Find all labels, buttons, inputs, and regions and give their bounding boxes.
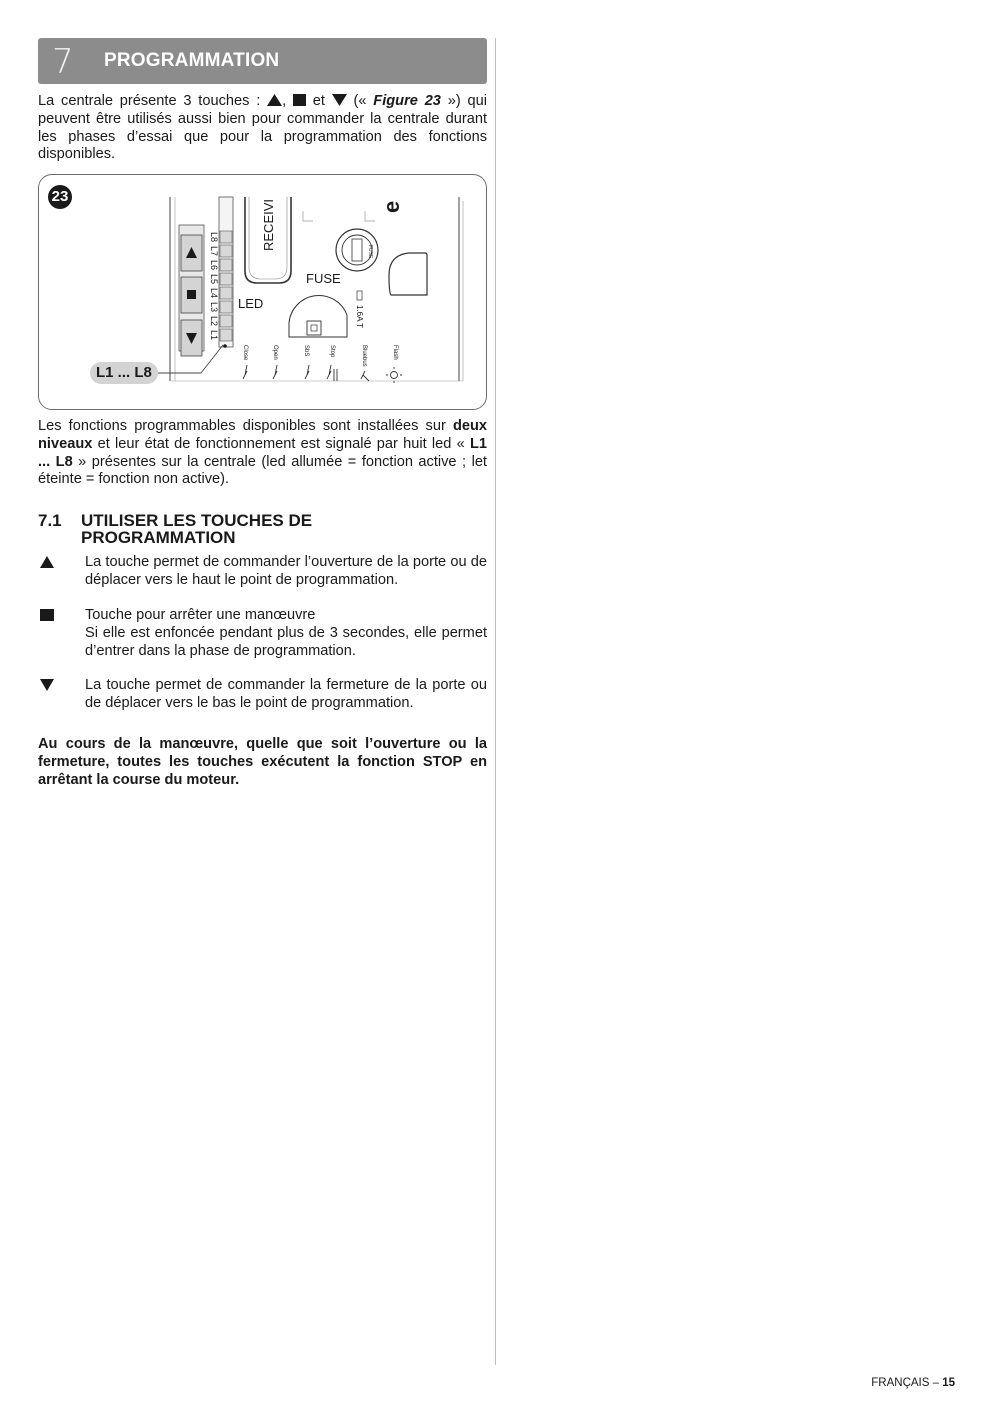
note-block [38, 736, 487, 789]
section-title: PROGRAMMATION [104, 50, 280, 71]
led-cell-l6 [220, 259, 232, 271]
led-label-l6: L6 [209, 260, 219, 271]
led-cell-l4 [220, 287, 232, 299]
led-cell-l7 [220, 245, 232, 257]
terminal-label-close: Close [242, 345, 248, 361]
svg-text:e: e [379, 200, 404, 213]
led-callout-badge: L1 ... L8 [90, 362, 158, 384]
intro-paragraph: La centrale présente 3 touches : , et (« Figure 23 ») qui peuvent être utilisés aussi bien pour commander la centrale durant les phases d’essai que pour la programmation des fonctions disponibles. [38, 93, 487, 163]
key-stop-description: Touche pour arrêter une manœuvre Si elle est enfoncée pendant plus de 3 secondes, elle permet d’entrer dans la phase de programmation. [85, 607, 487, 659]
stop-button-illustration [181, 277, 202, 313]
led-label-l4: L4 [209, 288, 219, 299]
levels-paragraph: Les fonctions programmables disponibles sont installées sur deux niveaux et leur état de fonctionnement est signalé par huit led « L1 ... L8 » présentes sur la centrale (led allumée = fonction active ; let éteinte = fonction non active). [38, 418, 487, 488]
section-number: 7 [52, 42, 74, 82]
stop-note: Au cours de la manœuvre, quelle que soit l’ouverture ou la fermeture, toutes les touches exécutent la fonction STOP en arrêtant la course du moteur. [38, 736, 487, 788]
terminal-label-stop: Stop [329, 345, 335, 358]
square-icon [293, 94, 306, 106]
key-up-description: La touche permet de commander l’ouverture de la porte ou de déplacer vers le haut le point de programmation. [85, 554, 487, 588]
triangle-up-icon [40, 556, 54, 568]
square-icon [40, 609, 54, 621]
figure-reference: Figure 23 [373, 93, 441, 109]
triangle-down-icon [40, 679, 54, 691]
led-cell-l3 [220, 301, 232, 313]
led-cell-l1 [220, 329, 232, 341]
section-header [38, 38, 487, 84]
led-label-l2: L2 [209, 316, 219, 327]
led-label-l7: L7 [209, 246, 219, 257]
terminal-label-bluebus: Bluebus [361, 345, 367, 367]
led-label-l1: L1 [209, 330, 219, 341]
up-button-illustration [181, 235, 202, 271]
fuse-label: FUSE [306, 271, 341, 286]
figure-number: 23 [48, 185, 72, 209]
led-cell-l8 [220, 231, 232, 243]
triangle-down-icon [332, 94, 347, 106]
subsection-number: 7.1 [38, 511, 62, 530]
levels-block [38, 418, 487, 489]
column-divider [495, 38, 496, 1365]
key-down-description: La touche permet de commander la fermeture de la porte ou de déplacer vers le bas le point de programmation. [85, 677, 487, 711]
led-cell-l5 [220, 273, 232, 285]
receiver-label: RECEIVI [261, 198, 276, 251]
fuse-holder-label: FUSE [367, 245, 373, 259]
led-cell-l2 [220, 315, 232, 327]
footer-language: FRANÇAIS – [871, 1377, 943, 1389]
subsection-title: UTILISER LES TOUCHES DE PROGRAMMATION [81, 511, 313, 547]
page-footer [871, 1377, 955, 1389]
led-label-l5: L5 [209, 274, 219, 285]
led-button-label: LED [238, 296, 264, 311]
led-label-l8: L8 [209, 232, 219, 243]
intro-block [38, 93, 487, 164]
terminal-label-open: Open [272, 345, 278, 360]
terminal-label-sbs: SbS [303, 345, 309, 357]
triangle-up-icon [267, 94, 282, 106]
page-number: 15 [942, 1377, 955, 1389]
terminal-label-flash: Flash [392, 345, 398, 360]
led-label-l3: L3 [209, 302, 219, 313]
fuse-rating: 1.6A T [355, 305, 364, 328]
down-button-illustration [181, 320, 202, 356]
figure-23 [38, 174, 487, 410]
